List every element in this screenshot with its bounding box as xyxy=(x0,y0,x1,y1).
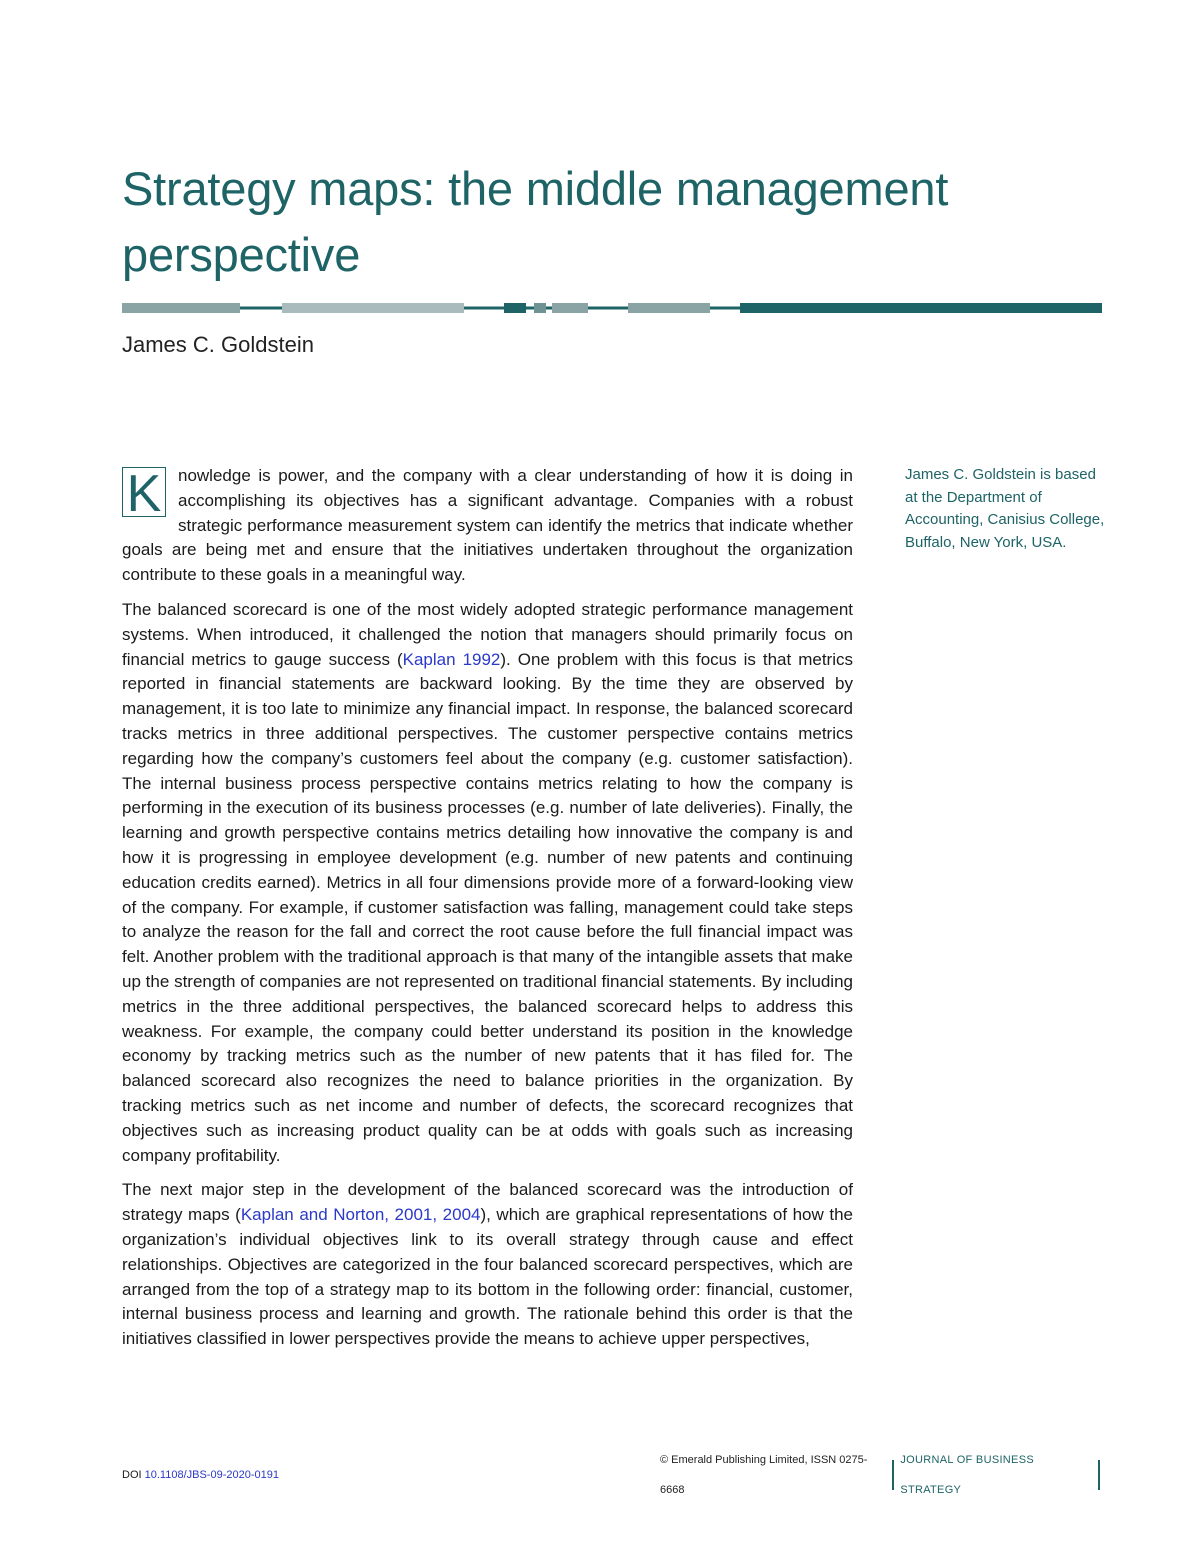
journal-name: JOURNAL OF BUSINESS STRATEGY xyxy=(900,1454,1034,1496)
doi-label: DOI xyxy=(122,1469,142,1481)
rule-segment xyxy=(122,303,240,313)
paragraph-text: ). One problem with this focus is that metrics reported in financial statements are backward looking. By the time they are observed by management, it is too late to minimize any financial impact. In response, the balanced scorecard tracks metrics in three additional perspectives. The customer perspective contains metrics regarding how the company’s customers feel about the company (e.g. customer satisfaction). The internal business process perspective contains metrics relating to how the company is performing in the execution of its business processes (e.g. number of late deliveries). Finally, the learning and growth perspective contains metrics detailing how innovative the company is and how it is progressing in employee development (e.g. number of new patents and continuing education credits earned). Metrics in all four dimensions provide more of a forward-looking view of the company. For example, if customer satisfaction was falling, management could take steps to analyze the reason for the fall and correct the root cause before the full financial impact was felt. Another problem with the traditional approach is that many of the intangible assets that make up the strength of companies are not represented on traditional financial statements. By including metrics in the three additional perspectives, the balanced scorecard helps to address this weakness. For example, the company could better understand its position in the knowledge economy by tracking metrics such as the number of new patents that it has filed for. The balanced scorecard also recognizes the need to balance priorities in the organization. By tracking metrics such as net income and number of defects, the scorecard recognizes that objectives such as increasing product quality can be at odds with goals such as increasing company profitability. xyxy=(122,649,853,1165)
citation-link-kaplan-1992[interactable]: Kaplan 1992 xyxy=(402,649,501,669)
rule-segment xyxy=(282,303,464,313)
rule-segment xyxy=(504,303,526,313)
footer-divider xyxy=(1098,1460,1100,1490)
title-divider-rule xyxy=(122,302,1102,314)
article-author: James C. Goldstein xyxy=(122,332,314,357)
paragraph-text: ), which are graphical representations of how the organization’s individual objectives link to its overall strategy through cause and effect relationships. Objectives are categorized in the four balanced scorecard perspectives, which are arranged from the top of a strategy map to its bottom in the following order: financial, customer, internal business process and learning and growth. The rationale behind this order is that the initiatives classified in lower perspectives provide the means to achieve upper perspectives, xyxy=(122,1205,853,1349)
article-title: Strategy maps: the middle management perspective xyxy=(122,162,949,281)
paragraph-text: nowledge is power, and the company with a clear understanding of how it is doing in accomplishing its objectives has a significant advantage. Companies with a robust strategic performance measurement system can identify the metrics that indicate whether goals are being met and ensure that the initiatives undertaken throughout the organization contribute to these goals in a meaningful way. xyxy=(122,466,853,585)
body-paragraph-3 xyxy=(122,1178,853,1352)
doi-link[interactable]: 10.1108/JBS-09-2020-0191 xyxy=(144,1469,279,1481)
footer-publisher xyxy=(660,1454,1100,1496)
rule-segment xyxy=(740,303,1102,313)
footer-divider xyxy=(892,1460,894,1490)
footer-doi xyxy=(122,1460,279,1490)
body-paragraph-2 xyxy=(122,598,853,1168)
citation-link-kaplan-norton[interactable]: Kaplan and Norton, 2001, 2004 xyxy=(240,1205,481,1225)
rule-segment xyxy=(552,303,588,313)
paragraph-text: The balanced scorecard is one of the most widely adopted strategic performance management systems. When introduced, it challenged the notion that managers should primarily focus on financial metrics to gauge success ( xyxy=(122,599,853,669)
author-affiliation-note: James C. Goldstein is based at the Department of Accounting, Canisius College, Buffalo, New York, USA. xyxy=(905,466,1105,551)
article-body xyxy=(122,464,853,1362)
paragraph-text: The next major step in the development of the balanced scorecard was the introduction of strategy maps ( xyxy=(122,1180,853,1225)
rule-segment xyxy=(534,303,546,313)
drop-cap: K xyxy=(122,467,166,517)
body-paragraph-1 xyxy=(122,464,853,588)
rule-segment xyxy=(628,303,710,313)
publisher-issn: © Emerald Publishing Limited, ISSN 0275-6668 xyxy=(660,1454,868,1496)
